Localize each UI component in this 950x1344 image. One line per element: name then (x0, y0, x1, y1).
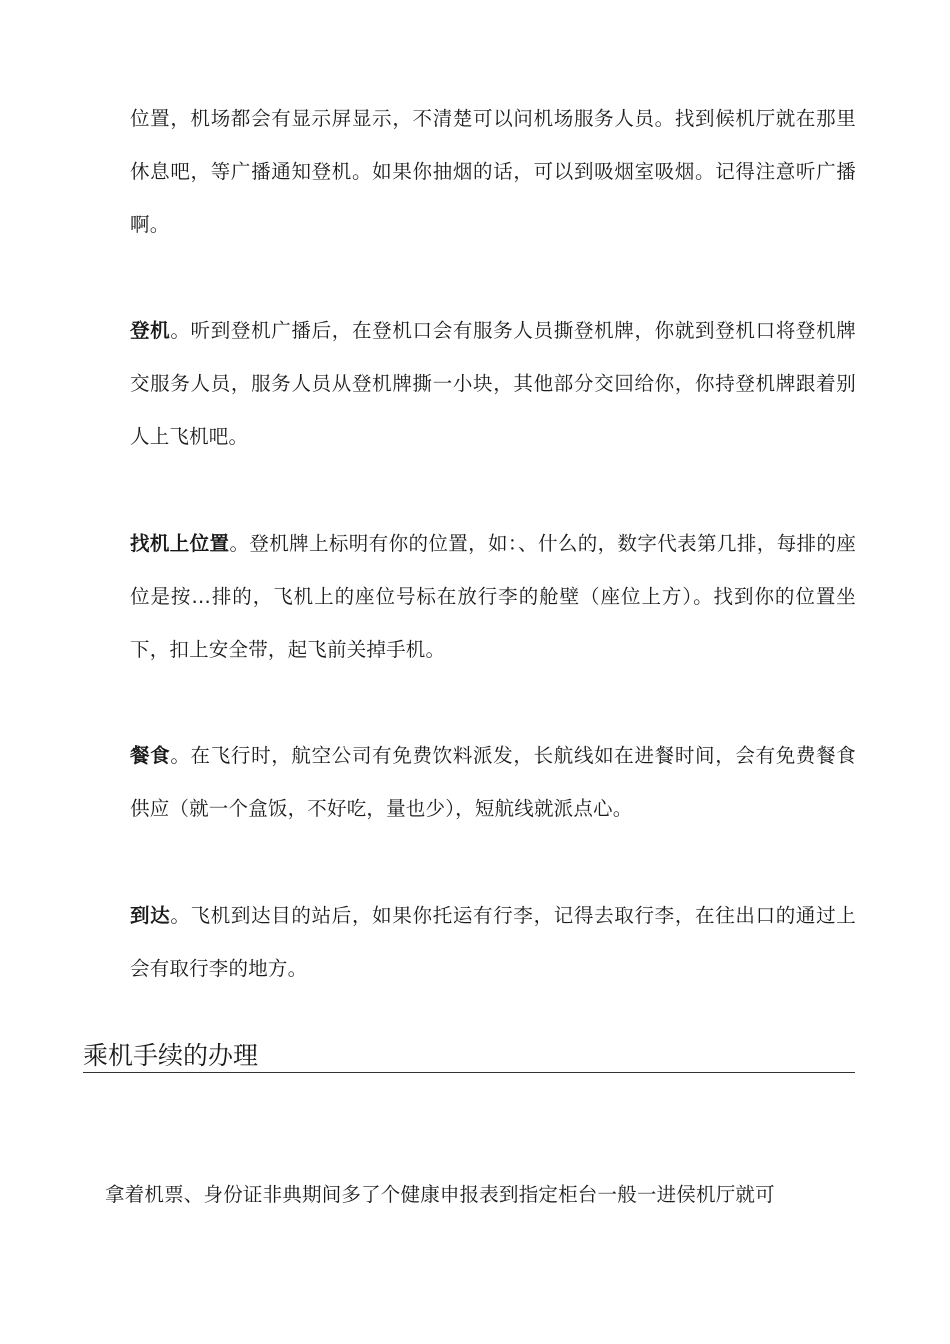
paragraph-lead: 登机 (130, 319, 171, 342)
section-first-line: 拿着机票、身份证非典期间多了个健康申报表到指定柜台一般一进侯机厅就可 (105, 1183, 775, 1206)
section-heading: 乘机手续的办理 (83, 1040, 855, 1073)
paragraph-meals (130, 729, 856, 835)
paragraph-arrival (130, 889, 856, 995)
paragraph-lead: 找机上位置 (130, 532, 230, 555)
paragraph-find-seat (130, 517, 856, 676)
paragraph-boarding (130, 304, 856, 463)
paragraph-body: 。登机牌上标明有你的位置，如：、什么的，数字代表第几排，每排的座位是按…排的，飞机上的座位号标在放行李的舱壁（座位上方）。找到你的位置坐下，扣上安全带，起飞前关掉手机。 (130, 532, 856, 661)
paragraph-lead: 到达 (130, 904, 171, 927)
paragraph-body: 。飞机到达目的站后，如果你托运有行李，记得去取行李，在往出口的通过上会有取行李的地方。 (130, 904, 856, 980)
paragraph-body: 位置，机场都会有显示屏显示，不清楚可以问机场服务人员。找到候机厅就在那里休息吧，等广播通知登机。如果你抽烟的话，可以到吸烟室吸烟。记得注意听广播啊。 (130, 107, 856, 236)
paragraph-waiting (130, 92, 856, 251)
paragraph-body: 。听到登机广播后，在登机口会有服务人员撕登机牌，你就到登机口将登机牌交服务人员，服务人员从登机牌撕一小块，其他部分交回给你，你持登机牌跟着别人上飞机吧。 (130, 319, 856, 448)
paragraph-lead: 餐食 (130, 744, 171, 767)
paragraph-body: 。在飞行时，航空公司有免费饮料派发，长航线如在进餐时间，会有免费餐食供应（就一个盒饭，不好吃，量也少），短航线就派点心。 (130, 744, 856, 820)
